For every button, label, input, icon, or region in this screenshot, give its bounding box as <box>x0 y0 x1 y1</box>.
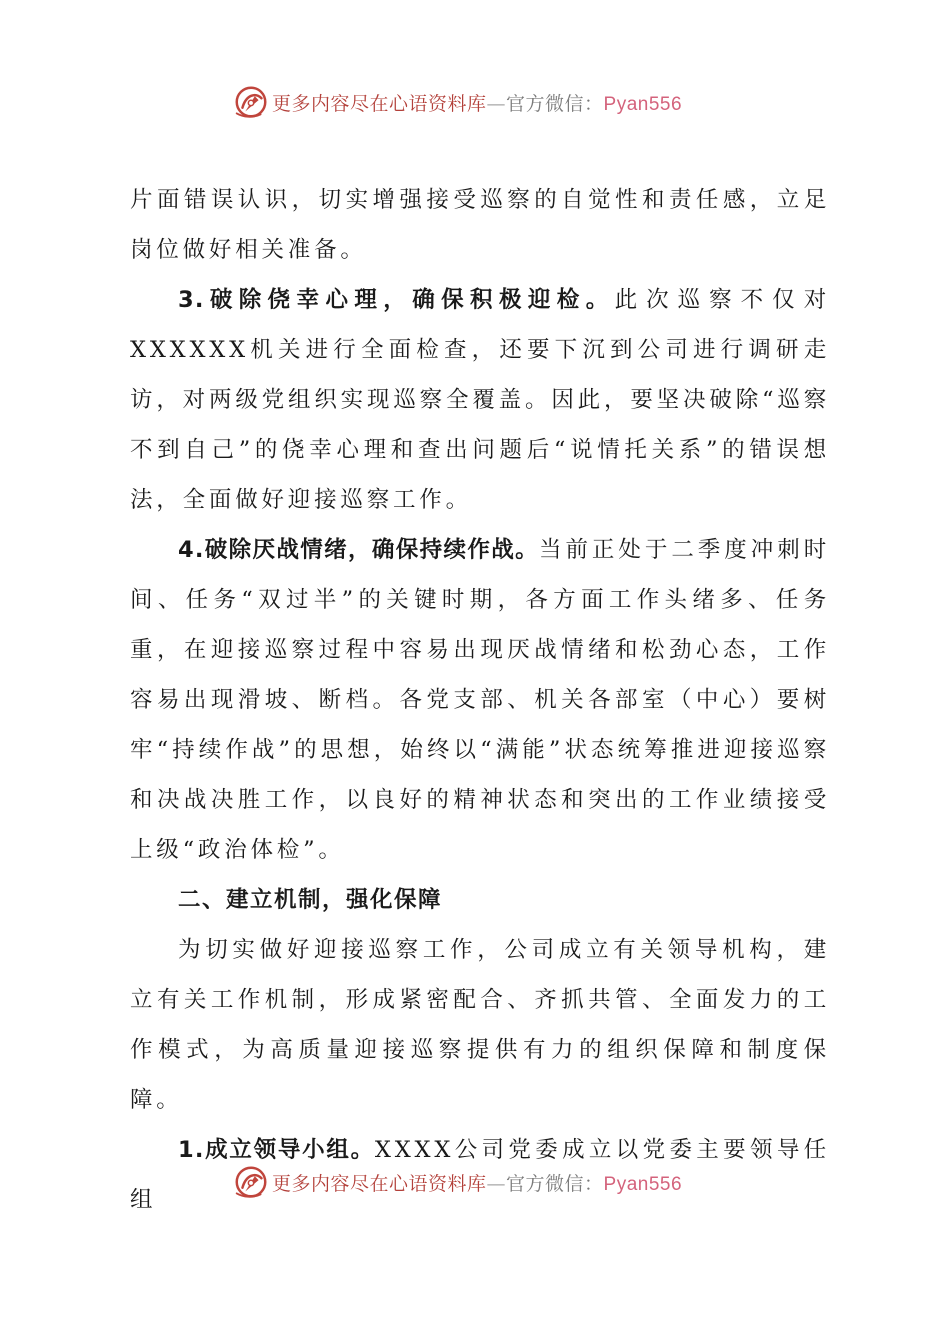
point-4-body: 当前正处于二季度冲刺时间、任务“双过半”的关键时期，各方面工作头绪多、任务重，在迎接巡察过程中容易出现厌战情绪和松劲心态，工作容易出现滑坡、断档。各党支部、机关各部室（中心）要树牢“持续作战”的思想，始终以“满能”状态统筹推进迎接巡察和决战决胜工作，以良好的精神状态和突出的工作业绩接受上级“政治体检”。 <box>130 537 830 863</box>
paragraph-point-4 <box>130 525 830 875</box>
banner-wechat-id: Pyan556 <box>603 1173 683 1195</box>
banner-dash: — <box>486 92 507 115</box>
banner-dash: — <box>486 1172 507 1195</box>
point-3-title: 3.破除侥幸心理，确保积极迎检。 <box>178 287 615 313</box>
point-3-body: 此次巡察不仅对XXXXXX机关进行全面检查，还要下沉到公司进行调研走访，对两级党组织实现巡察全覆盖。因此，要坚决破除“巡察不到自己”的侥幸心理和查出问题后“说情托关系”的错误想法，全面做好迎接巡察工作。 <box>130 287 830 513</box>
paragraph-section-intro: 为切实做好迎接巡察工作，公司成立有关领导机构，建立有关工作机制，形成紧密配合、齐抓共管、全面发力的工作模式，为高质量迎接巡察提供有力的组织保障和制度保障。 <box>130 937 830 1113</box>
paragraph-continuation: 片面错误认识，切实增强接受巡察的自觉性和责任感，立足岗位做好相关准备。 <box>130 187 830 263</box>
document-body <box>130 175 830 1225</box>
paragraph-point-3 <box>130 275 830 525</box>
point-1-title: 1.成立领导小组。 <box>178 1137 375 1163</box>
logo-icon <box>232 1163 270 1201</box>
banner-wechat-label: 官方微信： <box>506 92 604 115</box>
banner-promo-text <box>272 89 682 116</box>
banner-wechat-id: Pyan556 <box>603 93 683 115</box>
banner-promo-text <box>272 1169 682 1196</box>
section-heading: 二、建立机制，强化保障 <box>178 887 443 913</box>
banner-library-name: 更多内容尽在心语资料库 <box>272 92 487 115</box>
footer-banner <box>232 1162 752 1202</box>
banner-library-name: 更多内容尽在心语资料库 <box>272 1172 487 1195</box>
point-1-body: XXXX公司党委成立以党委主要领导任组 <box>130 1137 830 1213</box>
logo-icon <box>232 83 270 121</box>
point-4-title: 4.破除厌战情绪，确保持续作战。 <box>178 537 539 563</box>
header-banner <box>232 82 752 122</box>
banner-wechat-label: 官方微信： <box>506 1172 604 1195</box>
